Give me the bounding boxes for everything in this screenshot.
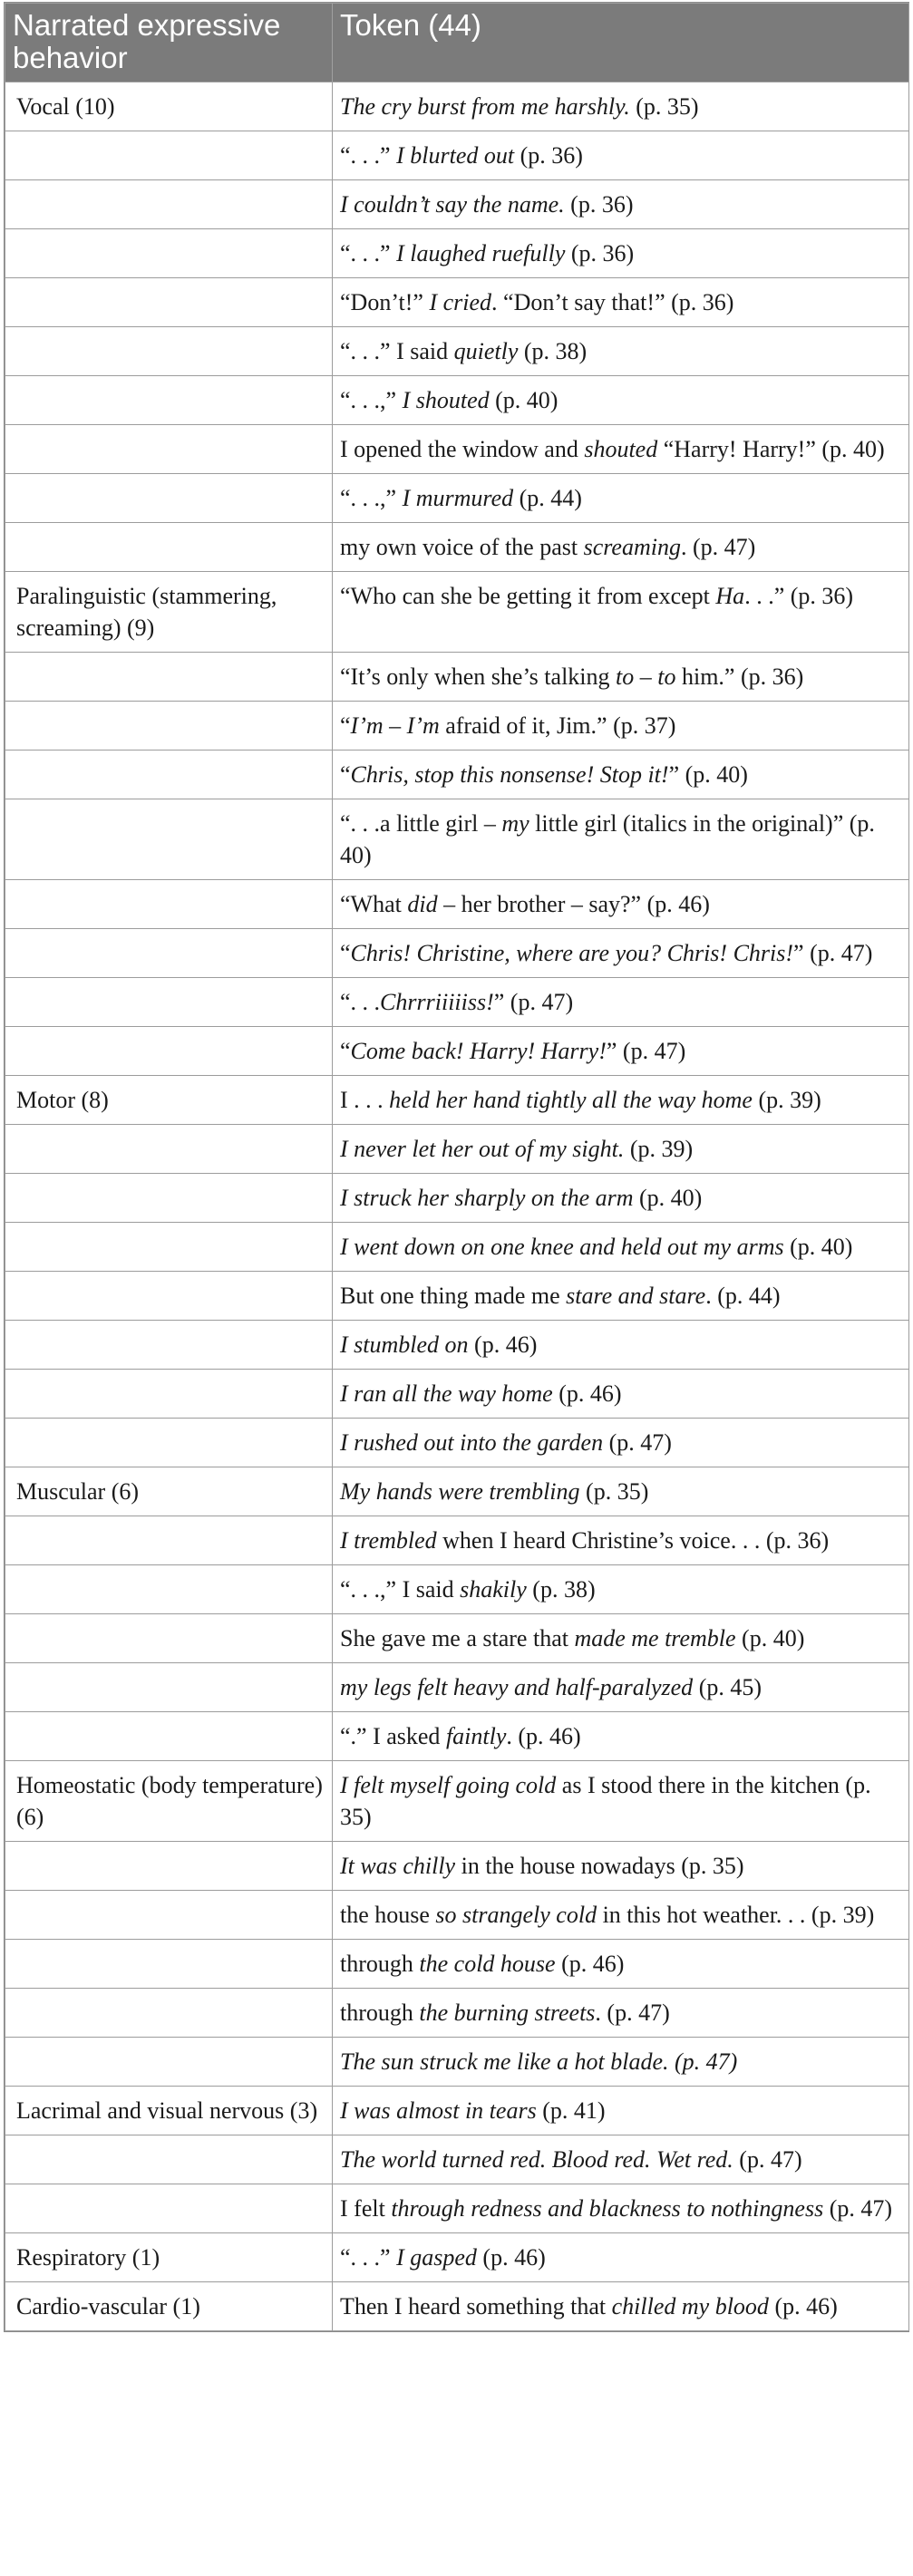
table-row [5, 1467, 909, 1516]
behavior-category-cell [5, 278, 333, 327]
token-quote-cell: I ran all the way home (p. 46) [333, 1370, 909, 1419]
token-quote-cell: “. . .,” I murmured (p. 44) [333, 474, 909, 523]
table-container [4, 2, 909, 2332]
table-row [5, 2184, 909, 2233]
token-quote-cell: “.” I asked faintly. (p. 46) [333, 1712, 909, 1761]
header-row [5, 4, 909, 82]
token-quote-cell: I . . . held her hand tightly all the way home (p. 39) [333, 1076, 909, 1125]
token-quote-cell: My hands were trembling (p. 35) [333, 1467, 909, 1516]
table-row [5, 653, 909, 702]
token-quote-cell: “Who can she be getting it from except Ha. . .” (p. 36) [333, 572, 909, 653]
behavior-category-cell [5, 1370, 333, 1419]
behavior-category-cell [5, 2184, 333, 2233]
token-quote-cell: I trembled when I heard Christine’s voice. . . (p. 36) [333, 1516, 909, 1565]
token-quote-cell: “Don’t!” I cried. “Don’t say that!” (p. 36) [333, 278, 909, 327]
behavior-category-cell [5, 131, 333, 180]
table-row [5, 1842, 909, 1891]
behavior-category-cell [5, 1516, 333, 1565]
behavior-category-cell [5, 1940, 333, 1989]
token-quote-cell: my legs felt heavy and half-paralyzed (p. 45) [333, 1663, 909, 1712]
table-row [5, 1761, 909, 1842]
behavior-category-cell [5, 1321, 333, 1370]
behavior-category-cell: Respiratory (1) [5, 2233, 333, 2282]
behavior-category-cell: Homeostatic (body temperature) (6) [5, 1761, 333, 1842]
token-quote-cell: “. . .” I said quietly (p. 38) [333, 327, 909, 376]
table-row [5, 229, 909, 278]
token-quote-cell: “I’m – I’m afraid of it, Jim.” (p. 37) [333, 702, 909, 751]
behavior-category-cell: Cardio-vascular (1) [5, 2282, 333, 2331]
table-row [5, 425, 909, 474]
token-quote-cell: “. . .,” I shouted (p. 40) [333, 376, 909, 425]
table-row [5, 1516, 909, 1565]
token-quote-cell: I was almost in tears (p. 41) [333, 2087, 909, 2135]
table-row [5, 1321, 909, 1370]
token-quote-cell: “It’s only when she’s talking to – to him.” (p. 36) [333, 653, 909, 702]
behavior-category-cell [5, 799, 333, 880]
token-quote-cell: through the burning streets. (p. 47) [333, 1989, 909, 2038]
behavior-category-cell [5, 180, 333, 229]
token-quote-cell: “Chris, stop this nonsense! Stop it!” (p. 40) [333, 751, 909, 799]
table-row [5, 131, 909, 180]
table-body [5, 82, 909, 2331]
token-quote-cell: Then I heard something that chilled my blood (p. 46) [333, 2282, 909, 2331]
behavior-category-cell: Paralinguistic (stammering, screaming) (9) [5, 572, 333, 653]
behavior-category-cell [5, 425, 333, 474]
table-row [5, 1223, 909, 1272]
table-row [5, 2282, 909, 2331]
token-quote-cell: The cry burst from me harshly. (p. 35) [333, 82, 909, 131]
table-row [5, 376, 909, 425]
behavior-category-cell [5, 376, 333, 425]
behavior-category-cell [5, 1842, 333, 1891]
behavior-category-cell [5, 653, 333, 702]
table-row [5, 2233, 909, 2282]
behavior-category-cell: Lacrimal and visual nervous (3) [5, 2087, 333, 2135]
behavior-category-cell [5, 1565, 333, 1614]
token-quote-cell: I struck her sharply on the arm (p. 40) [333, 1174, 909, 1223]
behavior-category-cell: Motor (8) [5, 1076, 333, 1125]
behavior-category-cell [5, 1712, 333, 1761]
table-row [5, 1027, 909, 1076]
behavior-category-cell [5, 1891, 333, 1940]
table-row [5, 82, 909, 131]
behavior-category-cell [5, 523, 333, 572]
table-row [5, 180, 909, 229]
token-quote-cell: It was chilly in the house nowadays (p. 35) [333, 1842, 909, 1891]
behavior-category-cell [5, 702, 333, 751]
behavior-category-cell [5, 978, 333, 1027]
table-row [5, 1663, 909, 1712]
token-quote-cell: But one thing made me stare and stare. (p. 44) [333, 1272, 909, 1321]
behavior-category-cell [5, 1272, 333, 1321]
token-quote-cell: “Chris! Christine, where are you? Chris! Chris!” (p. 47) [333, 929, 909, 978]
behavior-category-cell [5, 880, 333, 929]
table-row [5, 929, 909, 978]
token-quote-cell: The world turned red. Blood red. Wet red. (p. 47) [333, 2135, 909, 2184]
table-row [5, 978, 909, 1027]
behavior-category-cell [5, 751, 333, 799]
token-quote-cell: “. . .” I blurted out (p. 36) [333, 131, 909, 180]
token-quote-cell: I felt myself going cold as I stood there in the kitchen (p. 35) [333, 1761, 909, 1842]
table-row [5, 2038, 909, 2087]
table-row [5, 2135, 909, 2184]
token-quote-cell: “. . .” I gasped (p. 46) [333, 2233, 909, 2282]
behavior-category-cell [5, 327, 333, 376]
behavior-category-cell [5, 1989, 333, 2038]
table-row [5, 523, 909, 572]
table-header [5, 4, 909, 82]
column-header-behavior: Narrated expressive behavior [5, 4, 333, 82]
token-quote-cell: “. . .Chrrriiiiiss!” (p. 47) [333, 978, 909, 1027]
token-quote-cell: through the cold house (p. 46) [333, 1940, 909, 1989]
token-quote-cell: I went down on one knee and held out my arms (p. 40) [333, 1223, 909, 1272]
behavior-category-cell [5, 474, 333, 523]
token-quote-cell: “. . .,” I said shakily (p. 38) [333, 1565, 909, 1614]
table-row [5, 799, 909, 880]
token-quote-cell: “Come back! Harry! Harry!” (p. 47) [333, 1027, 909, 1076]
token-quote-cell: “. . .” I laughed ruefully (p. 36) [333, 229, 909, 278]
token-quote-cell: I never let her out of my sight. (p. 39) [333, 1125, 909, 1174]
table-row [5, 1565, 909, 1614]
table-row [5, 278, 909, 327]
token-quote-cell: I stumbled on (p. 46) [333, 1321, 909, 1370]
token-quote-cell: I rushed out into the garden (p. 47) [333, 1419, 909, 1467]
behavior-category-cell: Vocal (10) [5, 82, 333, 131]
behavior-category-cell: Muscular (6) [5, 1467, 333, 1516]
table-row [5, 1712, 909, 1761]
table-row [5, 1076, 909, 1125]
table-row [5, 327, 909, 376]
table-row [5, 572, 909, 653]
table-row [5, 1272, 909, 1321]
behavior-category-cell [5, 2135, 333, 2184]
table-row [5, 1370, 909, 1419]
table-row [5, 702, 909, 751]
behavior-category-cell [5, 1125, 333, 1174]
behavior-category-cell [5, 1223, 333, 1272]
behavior-category-cell [5, 1419, 333, 1467]
behavior-category-cell [5, 929, 333, 978]
column-header-token: Token (44) [333, 4, 909, 82]
token-quote-cell: She gave me a stare that made me tremble (p. 40) [333, 1614, 909, 1663]
table-row [5, 1940, 909, 1989]
behavior-category-cell [5, 2038, 333, 2087]
token-quote-cell: I felt through redness and blackness to nothingness (p. 47) [333, 2184, 909, 2233]
token-quote-cell: my own voice of the past screaming. (p. 47) [333, 523, 909, 572]
behavior-category-cell [5, 1027, 333, 1076]
table-row [5, 1419, 909, 1467]
table-row [5, 474, 909, 523]
table-row [5, 2087, 909, 2135]
table-row [5, 1125, 909, 1174]
table-row [5, 880, 909, 929]
token-quote-cell: I couldn’t say the name. (p. 36) [333, 180, 909, 229]
behavior-category-cell [5, 1614, 333, 1663]
table-row [5, 1891, 909, 1940]
token-quote-cell: “What did – her brother – say?” (p. 46) [333, 880, 909, 929]
table-row [5, 1614, 909, 1663]
token-quote-cell: the house so strangely cold in this hot weather. . . (p. 39) [333, 1891, 909, 1940]
expressive-behavior-table [5, 3, 909, 2331]
behavior-category-cell [5, 229, 333, 278]
table-row [5, 1989, 909, 2038]
token-quote-cell: I opened the window and shouted “Harry! Harry!” (p. 40) [333, 425, 909, 474]
behavior-category-cell [5, 1174, 333, 1223]
token-quote-cell: “. . .a little girl – my little girl (italics in the original)” (p. 40) [333, 799, 909, 880]
behavior-category-cell [5, 1663, 333, 1712]
token-quote-cell: The sun struck me like a hot blade. (p. 47) [333, 2038, 909, 2087]
table-row [5, 751, 909, 799]
table-row [5, 1174, 909, 1223]
